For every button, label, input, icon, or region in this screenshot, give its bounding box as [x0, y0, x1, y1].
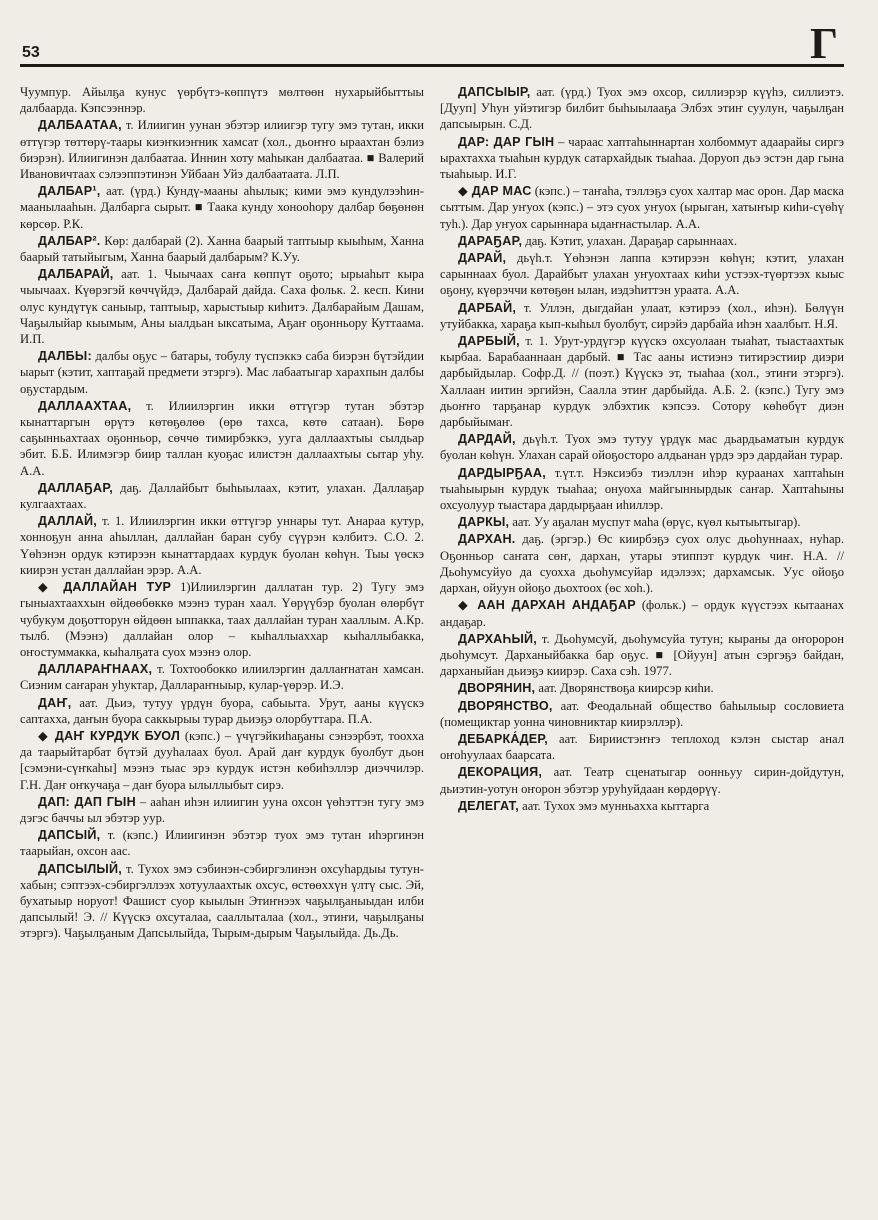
entry-text: аат. Тухох эмэ мунньаххa кыттарга: [522, 798, 710, 813]
entry-headword: ДАП: ДАП ГЫН: [38, 794, 136, 809]
entry-headword: ДАРХАҺЫЙ,: [458, 631, 538, 646]
entry-text: аат. 1. Чыычаах саҥа көппүт оҕото; ырыаһыт кыра чыычаах. Күөрэгэй көччүйдэ, Далбарай дайда. Саха фольк. 2. кесп. Кини олус кундүтүк саныыр, таптыыр, харыстыыр киһитэ. Далбарайым Дашам, Чаҕылыйар кыымым, Аны ыалдьан ыксатыма, Аҕаҥ оҕонньору Куттаама. И.П.: [20, 267, 424, 347]
entry-text: (кэпс.) – таҥаһа, тэллэҕэ суох халтар мас орон. Дар маска сыттым. Дар уҥуох (кэпс.) – этэ суох уҥуох (ырыган, хатыҥыр киһи-сүөһү туһ.). Дар уҥуох сарыннара ыдаҥнастылар. А.А.: [440, 184, 844, 231]
entry-text: аат. (үрд.) Туох эмэ охсор, силлиэрэр күүһэ, силлиэтэ. [Дууп] Уһун уйэтигэр билбит быһыылааҕа Элбэх этиҥ суулун, чаҕылҕан дапсыырын. С.Д.: [440, 85, 844, 132]
entry-text: аат. Дьиэ, тутуу үрдүн буора, сабыыта. Урут, ааны күүскэ саптахха, даҥын буора саккырыы турар дьиэҕэ олорбуттара. П.А.: [20, 695, 424, 726]
page-number: 53: [22, 44, 40, 61]
dictionary-entry: [440, 250, 844, 299]
dictionary-entry: [20, 84, 424, 116]
entry-headword: ДАЛБАР².: [38, 233, 101, 248]
entry-headword: ◆ ААН ДАРХАН АНДАҔАР: [458, 598, 636, 613]
dictionary-entry: [440, 764, 844, 796]
dictionary-entry: [440, 183, 844, 232]
dictionary-entry: [440, 680, 844, 696]
entry-headword: ДАЛЛАЙ,: [38, 514, 97, 529]
entry-text: Чуумпур. Айылҕа кунус үөрбүтэ-көппүтэ мөлтөөн нухарыйбыттыы далбаарда. Кэпсээннэр.: [20, 85, 424, 116]
dictionary-entry: [440, 698, 844, 730]
entry-text: т. Уллэн, дыгдайан улаат, кэтирээ (хол., иһэн). Бөлүүн утуйбакка, хараҕа кып-кыһыл буолбут, сирэйэ дарбайа иһэн хаалбыт. Н.Я.: [440, 300, 844, 331]
dictionary-entry: [440, 597, 844, 629]
entry-text: т. (кэпс.) Илиигинэн эбэтэр туох эмэ тутан иһэргинэн таарыйан, охсон аас.: [20, 828, 424, 859]
dictionary-entry: [20, 579, 424, 660]
dictionary-entry: [20, 661, 424, 693]
entry-text: – ааһан иһэн илиигин ууна охсон үөһэттэн тугу эмэ дэгэс баччы ыл эбэтэр уур.: [20, 794, 424, 825]
dictionary-entry: [440, 531, 844, 596]
dictionary-entry: [20, 794, 424, 826]
entry-headword: ДЕКОРАЦИЯ,: [458, 765, 543, 780]
header-letter: Г: [810, 19, 838, 68]
entry-text: даҕ. Даллайбыт быһыылаах, кэтит, улахан. Даллаҕар кулгаахтаах.: [20, 480, 424, 512]
dictionary-entry: [440, 514, 844, 530]
entry-text: аат. Феодальнай общество баһылыыр сословиета (помещиктар уонна чиновниктар киирэллэр).: [440, 698, 844, 729]
left-column: [20, 84, 424, 1200]
entry-text: т. Тохтообокко илиилэргин даллаҥнатан хамсан. Сиэним саҥаран уһуктар, Даллараҥныыр, кулар-үөрэр. И.Э.: [20, 662, 424, 693]
entry-text: дьүһ.т. Үөһэнэн лаппа кэтирээн көһүн; кэтит, улахан сарыннаах буол. Дарайбыт улахан уҥуохтаах киһи устээх-түөртээх кыыс оҕону, күөрэччи көтөҕөн ылан, иэдэһиттэн ураата. А.А.: [440, 251, 844, 298]
right-column: [440, 84, 844, 1200]
entry-headword: ДАРДЫРҔАА,: [458, 465, 546, 480]
entry-headword: ДАРБАЙ,: [458, 300, 517, 315]
dictionary-entry: [440, 465, 844, 514]
entry-headword: ДАРБЫЙ,: [458, 334, 520, 349]
entry-text: т.үт.т. Нэксиэбэ тиэллэн иһэр кураанах хаптаһын тыаһыырын курдук тыаһаа; онуоха майгыннырдык саҥар. Хаптаһыны охсуолуур тыастара дардырҕаан иһиллэр.: [440, 465, 844, 513]
entry-text: т. Тухох эмэ сэбинэн-сэбиргэлинэн охсуһардыы тутун-хабын; сэптээх-сэбиргэллээх хотуулаахтык охсус, өстөөххүн үлтү сыс. Эй, бухатыыр норуот! Фашист суор кыылын Этиҥнээх чаҕылҕаныыдан илби дапсылый! Э. // Күүскэ охсуталаа, сааллыталаа (хол., этиҥи, чаҕылҕаны этэргэ). Чаҕылҕаным Дапсылыйда, Тырым-дырым Чаҕылыйда. Дь.Дь.: [20, 861, 424, 941]
entry-text: даҕ. Кэтит, улахан. Дараҕар сарыннаах.: [525, 233, 737, 248]
entry-text: т. Илиигин уунан эбэтэр илиигэр тугу эмэ тутан, икки өттүгэр төттөрү-таары киэҥкиэҥник хамсат (хол., дьоҥҥо ыраахтан бэлиэ биэрэн). Илиигинэн далбаатаа. Иннин хоту маһыкан далбаатаа. ■ Валерий Ивановичтаах сэлээппэтинэн Уйбаан Уйэ далбаатаата. Л.П.: [20, 118, 424, 182]
entry-headword: ДАПСЫЙ,: [38, 828, 101, 843]
entry-headword: ДАЛБАРАЙ,: [38, 267, 114, 282]
entry-text: (фольк.) – ордук күүстээх кытаанах андаҕар.: [440, 598, 844, 629]
entry-headword: ДАЛБЫ:: [38, 349, 92, 364]
entry-text: т. Дьоһумсуй, дьоһумсуйа тутун; кыраны да оҥоророн дьоһумсут. Дарханыйбакка бар оҕус. ■ [Ойуун] атын сэргэҕэ байдан, дарханыйан дьиэҕэ киирэр. Саха сэһ. 1977.: [440, 631, 844, 679]
entry-headword: ДАРКЫ,: [458, 515, 510, 530]
entry-headword: ДАРАЙ,: [458, 251, 507, 266]
entry-headword: ДАРДАЙ,: [458, 432, 516, 447]
entry-text: аат. Дворянствоҕа киирсэр киһи.: [538, 681, 714, 696]
entry-text: т. Илиилэргин икки өттүгэр тутан эбэтэр кынаттаргын өрүтэ көтөҕөлөө (өрө тахса, көтө сатаан). Бөрө саҕынньахтаах оҕонньор, сөччө тимирбэккэ, ууга даллаахтыы сылдьар эбит. Б.Б. Илимэгэр биир таллан куоҕас илистэн даллаахтыы сытар уһу. А.А.: [20, 398, 424, 478]
entry-headword: ДЕБАРКА́ДЕР,: [458, 731, 548, 746]
dictionary-entry: [20, 827, 424, 859]
entry-headword: ◆ ДАҤ КУРДУК БУОЛ: [38, 728, 181, 743]
entry-text: даҕ. (эргэр.) Өс киирбэҕэ суох олус дьоһуннаах, нуһар. Оҕонньор саҥата сөҥ, дархан, утары этиппэт курдук чиҥ. Н.А. // Дьоһумсуйуо да суохха дьоһумсуйар идэлээх; дархамсык. Уус ойоҕо дархан, ойуун ойоҕо дьохтоох (өс хоһ.).: [440, 532, 844, 596]
entry-headword: ◆ ДАР МАС: [458, 184, 532, 199]
dictionary-entry: [20, 266, 424, 347]
entry-text: т. 1. Урут-урдүгэр күүскэ охсуолаан тыаһат, тыастаахтык кырбаа. Барабааннаан дарбый. ■ Тас ааны истиэнэ титирэстиир диэри дарбыйдылар. Софр.Д. // (поэт.) Күүскэ эт, тыаһаа (хол., этиҥи этэргэ). Халлаан иитин эргийэн, Саалла этиҥ дарбыйда. А.Б. 2. (кэпс.) Тугу эмэ дьоҥҥо тарҕанар курдук элбэхтик кэпсээ. Сотору көһөбүт диэн дарбыйымаҥ.: [440, 334, 844, 430]
entry-text: аат. Театр сценатыгар оонньуу сирин-дойдутун, дьиэтин-уотун оҥорон эбэтэр уруһуйдаан көрдөрүү.: [440, 765, 844, 796]
dictionary-entry: [20, 183, 424, 232]
header-rule: [20, 64, 844, 67]
columns: [20, 84, 844, 1200]
entry-headword: ДЕЛЕГАТ,: [458, 798, 519, 813]
entry-text: Көр: далбарай (2). Ханна баарый таптыыр кыыһым, Ханна баарый татыйыгым, Ханна баарый далбарым? К.Уу.: [20, 233, 424, 265]
dictionary-entry: [20, 117, 424, 182]
dictionary-entry: [20, 233, 424, 265]
dictionary-entry: [440, 300, 844, 332]
entry-headword: ДАРХАН.: [458, 532, 516, 547]
entry-headword: ДАПСЫЫР,: [458, 85, 531, 99]
entry-headword: ДАЛЛААХТАА,: [38, 398, 132, 413]
entry-text: 1)Илиилэргин даллатан тур. 2) Тугу эмэ гыныахтааххын өйдөөбөккө мээнэ туран хаал. Үөрүүбэр буолан өлөрбүт чубукум доҕотторун өйдөөн ыппакка, таах даллайан туран хааллым. А.Кр. тылб. (Мээнэ) даллайан олор – кыһаллыаххар кыһаллыбакка, оҥостуммакка, кыһалҕата суох мээнэ олор.: [20, 580, 424, 659]
dictionary-entry: [440, 233, 844, 249]
dictionary-entry: [440, 798, 844, 814]
entry-headword: ДАЛБААТАА,: [38, 118, 122, 133]
entry-headword: ДАҤ,: [38, 695, 72, 710]
dictionary-entry: [20, 695, 424, 727]
entry-text: аат. Бириистэҥҥэ теплоход кэлэн сыстар анал оҥоһуулаах баарсата.: [440, 731, 844, 763]
entry-headword: ДВОРЯНИН,: [458, 681, 536, 696]
entry-headword: ДАЛЛАҔАР,: [38, 480, 113, 495]
dictionary-entry: [20, 728, 424, 793]
dictionary-entry: [440, 84, 844, 133]
entry-headword: ДАЛБАР¹,: [38, 184, 101, 199]
entry-headword: ДВОРЯНСТВО,: [458, 698, 553, 713]
entry-headword: ◆ ДАЛЛАЙАН ТУР: [38, 580, 172, 595]
entry-text: (кэпс.) – үчүгэйкиһаҕаны сэнээрбэт, тоохха да таарыйтарбат бүтэй дууһалаах буол. Арай даҥ курдук буолбут дьон [сэмэни-сүҥкаһы] мээнэ тыас эрэ курдук истэн көбиһэллэр диэччилэр. Г.Н. Даҥ оҥкучаҕа – даҥ буора ылыллыбыт сирэ.: [20, 728, 424, 792]
dictionary-entry: [440, 731, 844, 763]
dictionary-entry: [440, 134, 844, 183]
dictionary-entry: [440, 333, 844, 430]
dictionary-entry: [440, 631, 844, 680]
entry-text: далбы оҕус – батары, тобулу түспэккэ саба биэрэн бүтэйдии ыарыт (кэтит, хаптаҕай предмети этэргэ). Мас лабаатыгар харахпын далбы оҕустардым.: [20, 349, 424, 396]
entry-text: дьүһ.т. Туох эмэ тутуу үрдүк мас дьардьаматын курдук буолан көһүн. Улахан сарай ойоҕосторо алдьанан үрдэ эрэ дардайан турар.: [440, 432, 844, 463]
dictionary-entry: [20, 513, 424, 578]
entry-text: – чараас хаптаһыннартан холбоммут адаарайы сиргэ ырахтахха тыаһын курдук сатархайдык тыаһаа. Доруоп дьэ эстэн дар гына тыаһыыр. И.Г.: [440, 134, 844, 182]
entry-text: аат. (үрд.) Кундү-мааны аһылык; кими эмэ кундулээһин-маанылааһын. Далбарга сырыт. ■ Таака кунду хонооһору далбар бөҕөнөн көрсөр. Р.К.: [20, 184, 424, 231]
entry-headword: ДАПСЫЛЫЙ,: [38, 861, 122, 876]
dictionary-entry: [20, 398, 424, 479]
entry-headword: ДАЛЛАРАҤНААХ,: [38, 662, 153, 677]
dictionary-entry: [20, 348, 424, 397]
dictionary-entry: [440, 431, 844, 463]
dictionary-entry: [20, 480, 424, 512]
entry-headword: ДАР: ДАР ГЫН: [458, 134, 555, 149]
entry-text: т. 1. Илиилэргин икки өттүгэр уннары тут. Анараа кутур, хонноҕун анна аһыллан, даллайан баран субу сүүрэн кэлбитэ. С.О. 2. Үөһэнэн ордук кэтирээн кынаттардаах курдук буолан көһүн. Тыы үөскэ киирэн устан даллайан эрэр. А.А.: [20, 514, 424, 577]
entry-text: аат. Уу аҕалан муспут маһа (өрүс, күөл кытыытыгар).: [512, 515, 801, 530]
entry-headword: ДАРАҔАР,: [458, 233, 523, 248]
dictionary-entry: [20, 861, 424, 942]
